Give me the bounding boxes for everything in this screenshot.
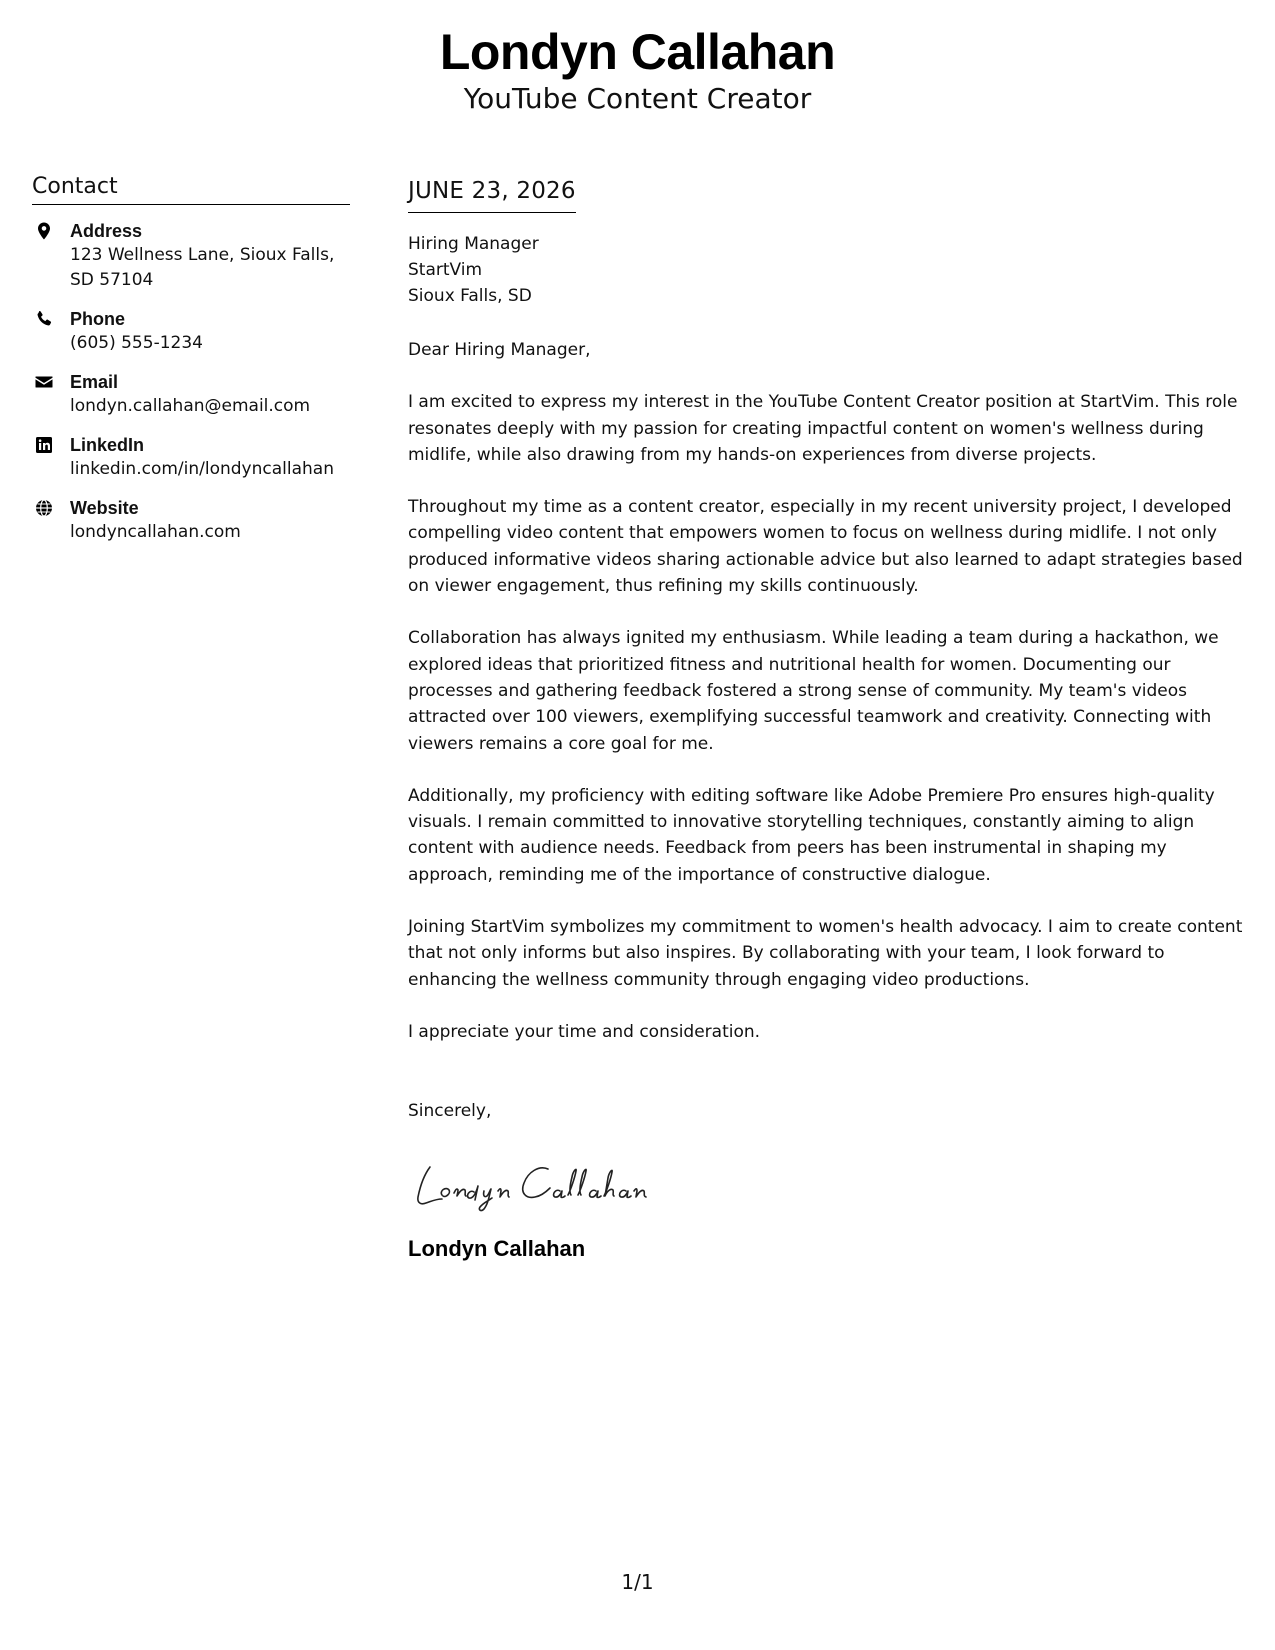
letter-header <box>0 22 1275 116</box>
signed-name: Londyn Callahan <box>408 1235 586 1261</box>
contact-label-linkedin: LinkedIn <box>70 435 145 455</box>
contact-heading: Contact <box>32 172 350 205</box>
contact-item-phone <box>32 307 350 356</box>
contact-value-website[interactable]: londyncallahan.com <box>70 522 241 542</box>
linkedin-icon <box>34 435 54 455</box>
recipient-title: Hiring Manager <box>408 234 539 254</box>
contact-label-email: Email <box>70 372 119 392</box>
page-number: 1/1 <box>621 1570 654 1594</box>
contact-label-website: Website <box>70 498 139 518</box>
contact-item-email <box>32 370 350 419</box>
recipient-company: StartVim <box>408 260 483 280</box>
contact-sidebar <box>32 172 350 559</box>
paragraph-commitment: Joining StartVim symbolizes my commitment to women's health advocacy. I aim to create content that not only informs but also inspires. By collaborating with your team, I look forward to enhancing the wellness community through engaging video productions. <box>408 917 1243 990</box>
contact-label-phone: Phone <box>70 309 126 329</box>
contact-item-address <box>32 219 350 293</box>
contact-value-address: 123 Wellness Lane, Sioux Falls, SD 57104 <box>70 245 335 290</box>
greeting: Dear Hiring Manager, <box>408 340 591 360</box>
recipient-location: Sioux Falls, SD <box>408 286 532 306</box>
contact-value-email[interactable]: londyn.callahan@email.com <box>70 396 311 416</box>
closing: Sincerely, <box>408 1101 492 1122</box>
handwritten-signature <box>408 1155 678 1215</box>
envelope-icon <box>34 372 54 392</box>
phone-icon <box>34 309 54 329</box>
globe-icon <box>34 498 54 518</box>
job-title: YouTube Content Creator <box>463 82 812 115</box>
contact-item-website <box>32 496 350 545</box>
paragraph-thanks: I appreciate your time and consideration. <box>408 1021 761 1042</box>
contact-value-phone: (605) 555-1234 <box>70 333 203 353</box>
letter-date: JUNE 23, 2026 <box>408 176 576 213</box>
recipient-block <box>408 231 1253 309</box>
contact-value-linkedin[interactable]: linkedin.com/in/londyncallahan <box>70 459 334 479</box>
paragraph-intro: I am excited to express my interest in the YouTube Content Creator position at StartVim. This role resonates deeply with my passion for creating impactful content on women's wellness during midlife, while also drawing from my hands-on experiences from diverse projects. <box>408 392 1238 465</box>
paragraph-skills: Additionally, my proficiency with editing software like Adobe Premiere Pro ensures high-quality visuals. I remain committed to innovative storytelling techniques, constantly aiming to align content with audience needs. Feedback from peers has been instrumental in shaping my approach, reminding me of the importance of constructive dialogue. <box>408 785 1215 885</box>
paragraph-experience: Throughout my time as a content creator, especially in my recent university project, I developed compelling video content that empowers women to focus on wellness during midlife. I not only produced informative videos sharing actionable advice but also learned to adapt strategies based on viewer engagement, thus refining my skills continuously. <box>408 497 1243 597</box>
paragraph-collaboration: Collaboration has always ignited my enthusiasm. While leading a team during a hackathon, we explored ideas that prioritized fitness and nutritional health for women. Documenting our processes and gathering feedback fostered a strong sense of community. My team's videos attracted over 100 viewers, exemplifying successful teamwork and creativity. Connecting with viewers remains a core goal for me. <box>408 628 1219 754</box>
candidate-name: Londyn Callahan <box>439 24 836 80</box>
contact-item-linkedin <box>32 433 350 482</box>
contact-label-address: Address <box>70 221 143 241</box>
map-pin-icon <box>34 221 54 241</box>
letter-body <box>408 176 1253 1263</box>
